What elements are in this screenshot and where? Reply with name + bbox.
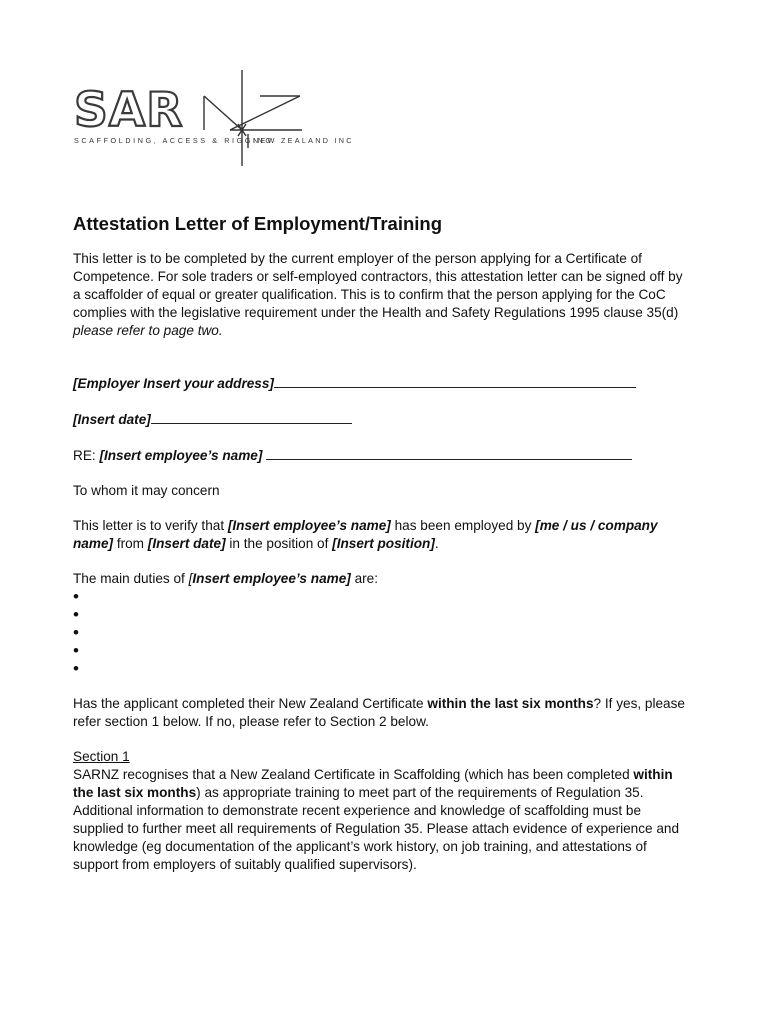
letter-body bbox=[73, 212, 693, 874]
section1-paragraph bbox=[73, 766, 693, 874]
intro-italic-tail: please refer to page two. bbox=[73, 323, 223, 338]
list-item[interactable] bbox=[73, 624, 693, 642]
address-line[interactable] bbox=[274, 374, 636, 388]
date-line[interactable] bbox=[151, 410, 352, 424]
section1-text-1: SARNZ recognises that a New Zealand Certificate in Scaffolding (which has been completed bbox=[73, 767, 634, 782]
section1-heading: Section 1 bbox=[73, 749, 130, 764]
verify-employee: [Insert employee’s name] bbox=[227, 518, 391, 533]
employee-name-line[interactable] bbox=[266, 446, 632, 460]
salutation: To whom it may concern bbox=[73, 483, 220, 498]
page-title: Attestation Letter of Employment/Training bbox=[73, 213, 442, 234]
list-item[interactable] bbox=[73, 606, 693, 624]
verify-employer: [me / us / company name] bbox=[73, 518, 658, 551]
verify-text-3: from bbox=[113, 536, 148, 551]
address-field-row bbox=[73, 374, 693, 393]
duties-text-2: are: bbox=[350, 571, 379, 586]
intro-paragraph bbox=[73, 250, 693, 340]
list-item[interactable] bbox=[73, 642, 693, 660]
intro-text: This letter is to be completed by the current employer of the person applying for a Certificate of Competence. For sole traders or self-employed contractors, this attestation letter can be signed off by a scaffolder of equal or greater qualification. This is to confirm that the person applying for the CoC complies with the legislative requirement under the Health and Safety Regulations 1995 clause 35(d) bbox=[73, 251, 683, 320]
verify-text-1: This letter is to verify that bbox=[73, 518, 228, 533]
verify-text-4: in the position of bbox=[225, 536, 333, 551]
re-field-row bbox=[73, 446, 693, 465]
question-bold: within the last six months bbox=[427, 696, 594, 711]
list-item[interactable] bbox=[73, 660, 693, 678]
logo-brand-text: SAR bbox=[74, 83, 184, 138]
question-paragraph bbox=[73, 695, 693, 731]
re-prefix: RE: bbox=[73, 448, 100, 463]
duties-heading bbox=[73, 570, 693, 588]
sarnz-logo bbox=[70, 66, 354, 166]
duties-text-1: The main duties of bbox=[73, 571, 189, 586]
duties-list bbox=[73, 588, 693, 678]
duties-bracket: [ bbox=[188, 571, 193, 586]
question-text-2: ? If yes, please refer section 1 below. If no, please refer to Section 2 below. bbox=[73, 696, 685, 729]
address-label: [Employer Insert your address] bbox=[73, 376, 274, 391]
verify-position: [Insert position] bbox=[332, 536, 435, 551]
list-item[interactable] bbox=[73, 588, 693, 606]
date-field-row bbox=[73, 410, 693, 429]
question-text-1: Has the applicant completed their New Zealand Certificate bbox=[73, 696, 428, 711]
section1-text-2: ) as appropriate training to meet part of the requirements of Regulation 35. Additional information to demonstrate recent experience and knowledge of scaffolding must be supplied to further meet all requirements of Regulation 35. Please attach evidence of experience and knowledge (eg documentation of the applicant’s work history, on job training, and attestations of support from employers of suitably qualified supervisors). bbox=[73, 785, 680, 872]
re-employee-label: [Insert employee’s name] bbox=[99, 448, 263, 463]
verify-text-2: has been employed by bbox=[390, 518, 536, 533]
verify-paragraph bbox=[73, 517, 693, 553]
verify-date: [Insert date] bbox=[147, 536, 226, 551]
section1-bold: within the last six months bbox=[73, 767, 673, 800]
date-label: [Insert date] bbox=[73, 412, 151, 427]
logo-tagline-left: SCAFFOLDING, ACCESS & RIGGING bbox=[74, 136, 274, 145]
verify-text-5: . bbox=[434, 536, 439, 551]
logo-tagline-right: NEW ZEALAND INC bbox=[253, 136, 354, 145]
duties-employee: Insert employee’s name] bbox=[192, 571, 351, 586]
